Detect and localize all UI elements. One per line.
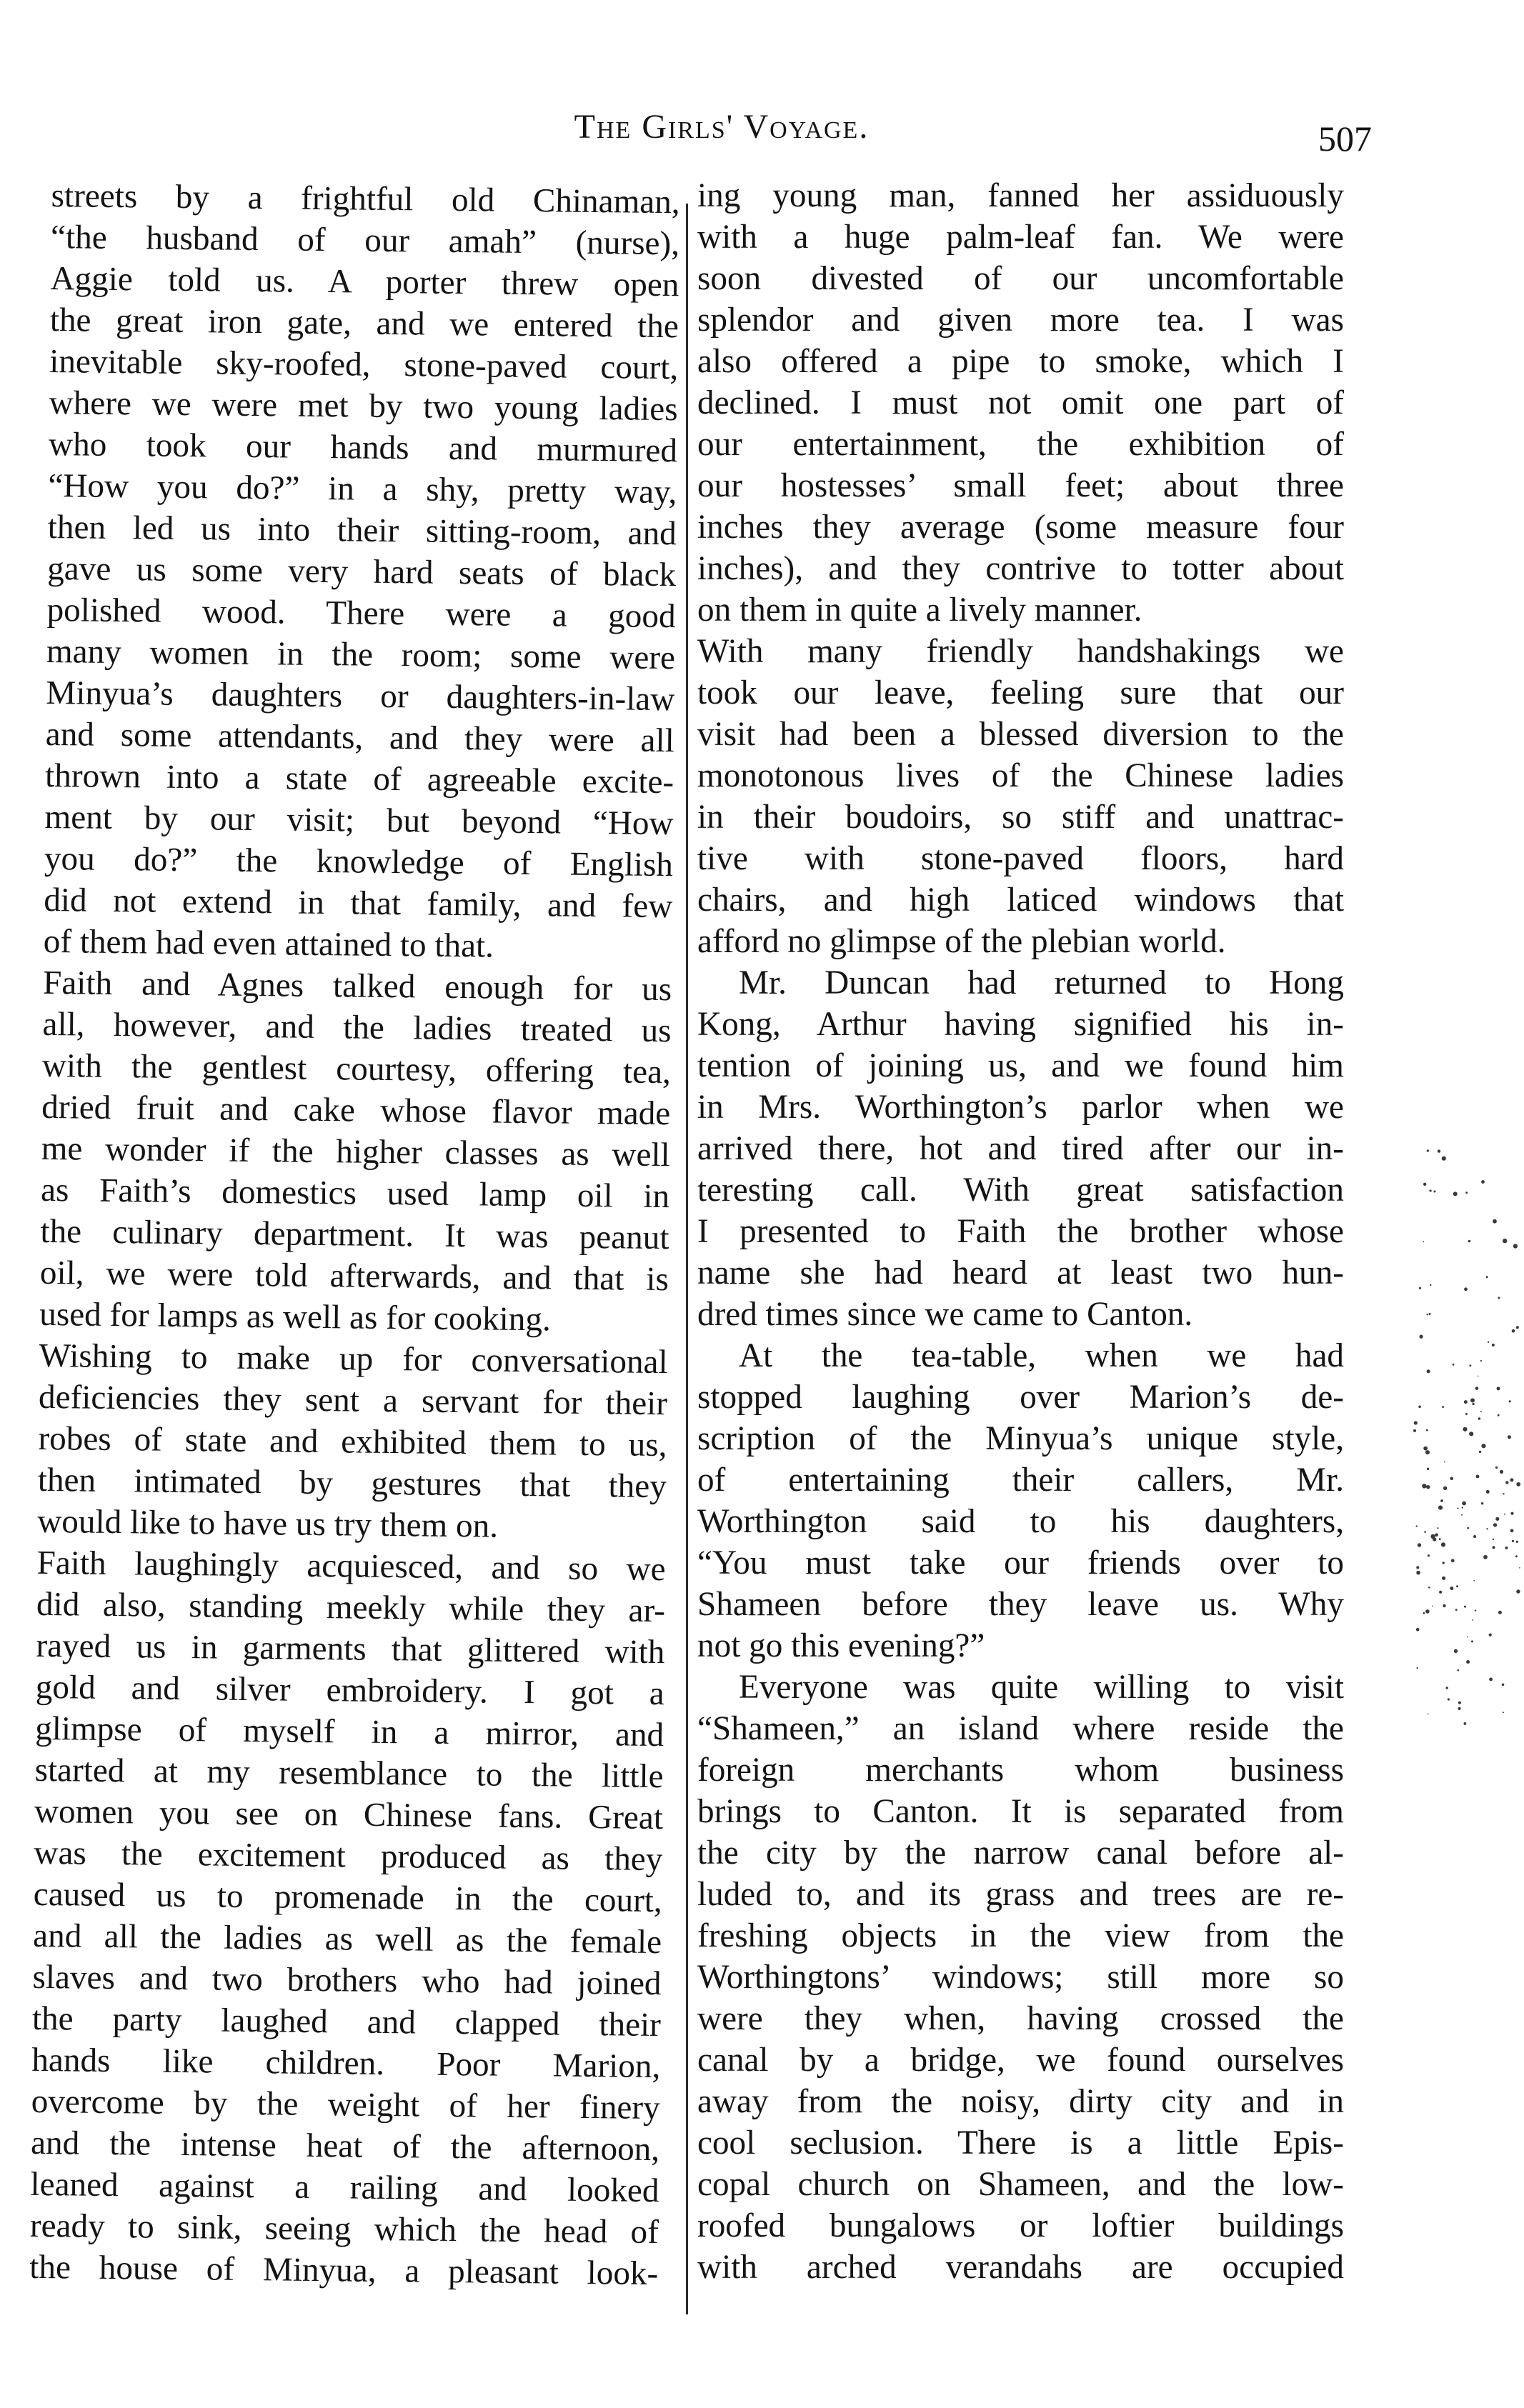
print-speck — [1486, 1528, 1488, 1529]
right-text-column — [697, 175, 1344, 2288]
text-line: name she had heard at least two hun- — [697, 1254, 1344, 1292]
print-speck — [1480, 1411, 1482, 1412]
text-line: “Shameen,” an island where reside the — [697, 1710, 1344, 1747]
print-speck — [1418, 1406, 1421, 1409]
text-line: dried fruit and cake whose flavor made — [41, 1088, 671, 1133]
print-speck — [1462, 1507, 1463, 1508]
print-speck — [1493, 1546, 1495, 1549]
print-speck — [1430, 1284, 1431, 1286]
print-speck — [1426, 1429, 1428, 1432]
print-speck — [1442, 1406, 1444, 1408]
print-speck — [1454, 1649, 1458, 1653]
print-speck — [1486, 1276, 1488, 1278]
print-speck — [1475, 1610, 1476, 1612]
print-speck — [1423, 1447, 1428, 1451]
text-line: splendor and given more tea. I was — [697, 301, 1344, 339]
text-line: polished wood. There were a good — [46, 591, 676, 636]
print-speck — [1444, 1462, 1445, 1463]
print-speck — [1467, 1527, 1469, 1529]
print-speck — [1416, 1566, 1419, 1569]
text-line: me wonder if the higher classes as well — [41, 1129, 670, 1174]
text-line: hands like children. Poor Marion, — [31, 2041, 661, 2086]
print-speck — [1439, 1538, 1441, 1540]
print-speck — [1498, 1297, 1500, 1299]
print-speck — [1493, 1219, 1497, 1224]
print-speck — [1458, 1707, 1460, 1710]
print-speck — [1426, 1485, 1430, 1489]
text-line: copal church on Shameen, and the low- — [697, 2166, 1344, 2203]
text-line: arrived there, hot and tired after our in- — [697, 1130, 1344, 1167]
text-line: ready to sink, seeing which the head of — [29, 2207, 659, 2252]
print-speck — [1427, 1149, 1429, 1151]
text-line: stopped laughing over Marion’s de- — [697, 1379, 1344, 1416]
text-line: ing young man, fanned her assiduously — [697, 177, 1344, 214]
print-speck — [1450, 1477, 1454, 1481]
print-speck — [1476, 1475, 1480, 1479]
print-speck — [1420, 1335, 1423, 1339]
print-speck — [1503, 1493, 1504, 1494]
text-line: deficiencies they sent a servant for their — [38, 1378, 668, 1423]
print-speck — [1478, 1376, 1479, 1377]
text-line: monotonous lives of the Chinese ladies — [697, 757, 1344, 794]
text-line: inevitable sky-roofed, stone-paved court, — [49, 342, 679, 387]
text-line: teresting call. With great satisfaction — [697, 1171, 1344, 1209]
print-speck — [1498, 1414, 1500, 1417]
print-speck — [1428, 1713, 1429, 1714]
print-speck — [1465, 1413, 1468, 1415]
print-speck — [1478, 1417, 1481, 1420]
text-line: inches), and they contrive to totter about — [697, 550, 1344, 587]
print-speck — [1488, 1342, 1489, 1343]
print-speck — [1430, 1189, 1432, 1191]
text-line: canal by a bridge, we found ourselves — [697, 2042, 1344, 2079]
text-line: thrown into a state of agreeable excite- — [44, 756, 674, 801]
print-speck — [1493, 1523, 1497, 1527]
print-speck — [1453, 1364, 1455, 1366]
print-speck — [1489, 1634, 1492, 1637]
text-line: women you see on Chinese fans. Great — [34, 1792, 664, 1837]
text-line: and some attendants, and they were all — [45, 715, 675, 760]
print-speck — [1515, 1555, 1518, 1557]
text-line: with a huge palm-leaf fan. We were — [697, 219, 1344, 256]
print-speck — [1427, 1468, 1429, 1470]
print-speck — [1470, 1364, 1472, 1367]
running-title: The Girls' Voyage. — [574, 108, 870, 146]
text-line: with the gentlest courtesy, offering tea, — [41, 1046, 672, 1091]
text-line: rayed us in garments that glittered with — [36, 1627, 665, 1672]
text-line: With many friendly handshakings we — [697, 633, 1344, 670]
text-line: Mr. Duncan had returned to Hong — [739, 964, 1344, 1001]
print-speck — [1425, 1609, 1430, 1614]
print-speck — [1464, 1722, 1467, 1725]
print-speck — [1489, 1678, 1493, 1682]
print-speck — [1438, 1149, 1440, 1152]
text-line: caused us to promenade in the court, — [33, 1875, 663, 1920]
print-speck — [1508, 1435, 1511, 1439]
text-line: and all the ladies as well as the female — [32, 1917, 662, 1962]
print-speck — [1433, 1537, 1436, 1541]
print-speck — [1457, 1508, 1458, 1509]
print-speck — [1427, 1369, 1430, 1373]
print-speck — [1417, 1667, 1418, 1669]
print-speck — [1467, 1637, 1468, 1638]
print-speck — [1416, 1525, 1418, 1527]
print-speck — [1426, 1314, 1428, 1315]
print-speck — [1471, 1640, 1473, 1642]
print-speck — [1493, 1539, 1494, 1540]
print-speck — [1434, 1191, 1436, 1193]
text-line: Minyua’s daughters or daughters-in-law — [46, 674, 675, 719]
print-speck — [1516, 1326, 1519, 1329]
print-speck — [1495, 1467, 1498, 1469]
print-speck — [1416, 1571, 1420, 1575]
print-speck — [1498, 1611, 1502, 1614]
print-speck — [1516, 1482, 1520, 1487]
print-speck — [1428, 1554, 1430, 1557]
print-speck — [1458, 1702, 1461, 1704]
print-speck — [1502, 1684, 1505, 1687]
print-speck — [1509, 1400, 1511, 1402]
text-line: gave us some very hard seats of black — [46, 549, 677, 594]
print-speck — [1462, 1502, 1466, 1506]
print-speck — [1419, 1287, 1421, 1289]
print-speck — [1492, 1344, 1495, 1347]
print-speck — [1446, 1687, 1448, 1689]
text-line: of them had even attained to that. — [43, 922, 494, 965]
print-speck — [1512, 1329, 1515, 1333]
print-speck — [1473, 1535, 1476, 1538]
print-speck — [1413, 1429, 1416, 1432]
text-line: used for lamps as well as for cooking. — [39, 1295, 552, 1339]
print-speck — [1423, 1183, 1426, 1186]
text-line: tive with stone-paved floors, hard — [697, 840, 1344, 877]
print-speck — [1473, 1580, 1475, 1582]
print-speck — [1473, 1403, 1475, 1405]
print-speck — [1512, 1540, 1514, 1542]
text-line: “How you do?” in a shy, pretty way, — [48, 466, 677, 511]
text-line: Everyone was quite willing to visit — [739, 1669, 1344, 1706]
print-speck — [1470, 1398, 1475, 1402]
print-speck — [1443, 1562, 1445, 1564]
print-speck — [1510, 1529, 1514, 1532]
text-line: cool seclusion. There is a little Epis- — [697, 2124, 1344, 2162]
text-line: the party laughed and clapped their — [31, 1999, 662, 2044]
print-speck — [1504, 1514, 1505, 1515]
text-line: were they when, having crossed the — [697, 2000, 1344, 2037]
text-line: who took our hands and murmured — [48, 425, 678, 470]
print-speck — [1516, 1589, 1520, 1593]
print-speck — [1435, 1533, 1438, 1537]
print-speck — [1481, 1180, 1485, 1184]
print-speck — [1503, 1712, 1504, 1713]
text-line: visit had been a blessed diversion to the — [697, 716, 1344, 753]
text-line: inches they average (some measure four — [697, 509, 1344, 546]
text-line: declined. I must not omit one part of — [697, 384, 1344, 421]
text-line: on them in quite a lively manner. — [697, 591, 1142, 629]
text-line: our entertainment, the exhibition of — [697, 426, 1344, 463]
print-speck — [1439, 1591, 1442, 1594]
print-speck — [1450, 1587, 1453, 1590]
print-speck — [1503, 1239, 1507, 1243]
print-speck — [1429, 1313, 1431, 1315]
print-speck — [1438, 1506, 1443, 1510]
text-line: tention of joining us, and we found him — [697, 1047, 1344, 1084]
text-line: gold and silver embroidery. I got a — [35, 1668, 665, 1713]
text-line: the culinary department. It was peanut — [40, 1212, 669, 1257]
text-line: ment by our visit; but beyond “How — [44, 798, 674, 843]
text-line: soon divested of our uncomfortable — [697, 260, 1344, 297]
print-speck — [1483, 1555, 1488, 1559]
print-speck — [1513, 1244, 1518, 1248]
text-line: afford no glimpse of the plebian world. — [697, 923, 1226, 960]
text-line: then led us into their sitting-room, and — [47, 508, 677, 553]
print-speck — [1456, 1585, 1458, 1587]
print-speck — [1468, 1240, 1471, 1243]
print-speck — [1510, 1478, 1513, 1482]
print-speck — [1443, 1604, 1445, 1607]
print-speck — [1497, 1387, 1500, 1390]
text-line: many women in the room; some were — [46, 632, 676, 677]
text-line: in their boudoirs, so stiff and unattrac- — [697, 799, 1344, 836]
print-speck — [1451, 1559, 1455, 1562]
text-line: Shameen before they leave us. Why — [697, 1586, 1344, 1623]
text-line: Faith and Agnes talked enough for us — [42, 964, 672, 1009]
text-line: of entertaining their callers, Mr. — [697, 1462, 1344, 1499]
print-speck — [1505, 1547, 1508, 1549]
print-speck — [1469, 1432, 1473, 1436]
text-line: “You must take our friends over to — [697, 1544, 1344, 1582]
print-speck — [1432, 1606, 1433, 1607]
text-line: also offered a pipe to smoke, which I — [697, 343, 1344, 380]
text-line: not go this evening?” — [697, 1627, 985, 1664]
print-speck — [1465, 1191, 1468, 1194]
text-line: Worthingtons’ windows; still more so — [697, 1959, 1344, 1996]
text-line: glimpse of myself in a mirror, and — [34, 1709, 664, 1754]
text-line: all, however, and the ladies treated us — [42, 1005, 672, 1050]
text-line: and the intense heat of the afternoon, — [30, 2124, 660, 2169]
print-speck — [1418, 1543, 1421, 1547]
print-speck — [1500, 1470, 1503, 1474]
page-number: 507 — [1318, 119, 1372, 159]
text-line: Worthington said to his daughters, — [697, 1503, 1344, 1540]
print-speck — [1466, 1660, 1470, 1664]
print-speck — [1437, 1527, 1438, 1529]
text-line: I presented to Faith the brother whose — [697, 1213, 1344, 1250]
text-line: in Mrs. Worthington’s parlor when we — [697, 1089, 1344, 1126]
print-speck — [1414, 1421, 1418, 1424]
text-line: At the tea-table, when we had — [739, 1337, 1344, 1374]
text-line: foreign merchants whom business — [697, 1752, 1344, 1789]
text-line: scription of the Minyua’s unique style, — [697, 1420, 1344, 1457]
text-line: with arched verandahs are occupied — [697, 2249, 1344, 2286]
text-line: the great iron gate, and we entered the — [49, 301, 679, 346]
text-line: freshing objects in the view from the — [697, 1917, 1344, 1954]
print-speck — [1464, 1606, 1466, 1608]
text-line: did also, standing meekly while they ar- — [36, 1585, 666, 1630]
print-speck — [1440, 1499, 1443, 1502]
text-line: took our leave, feeling sure that our — [697, 674, 1344, 711]
print-speck — [1423, 1612, 1425, 1614]
text-line: the house of Minyua, a pleasant look- — [29, 2248, 659, 2293]
print-speck — [1481, 1502, 1483, 1504]
print-speck — [1457, 1669, 1459, 1672]
text-line: Kong, Arthur having signified his in- — [697, 1006, 1344, 1043]
text-line: Aggie told us. A porter threw open — [50, 259, 679, 304]
print-speck — [1455, 1609, 1458, 1611]
print-speck — [1463, 1427, 1467, 1432]
text-line: luded to, and its grass and trees are re- — [697, 1876, 1344, 1913]
text-line: robes of state and exhibited them to us, — [38, 1419, 667, 1464]
text-line: roofed bungalows or loftier buildings — [697, 2207, 1344, 2244]
text-line: would like to have us try them on. — [36, 1502, 499, 1545]
column-divider-rule — [686, 204, 688, 2314]
print-speck — [1422, 1484, 1426, 1488]
print-speck — [1510, 1512, 1513, 1515]
text-line: overcome by the weight of her finery — [31, 2082, 660, 2127]
print-speck — [1472, 1619, 1473, 1621]
print-speck — [1486, 1490, 1490, 1494]
text-line: chairs, and high laticed windows that — [697, 881, 1344, 919]
print-speck — [1416, 1628, 1420, 1632]
text-line: slaves and two brothers who had joined — [32, 1958, 662, 2003]
text-line: leaned against a railing and looked — [30, 2165, 659, 2210]
text-line: brings to Canton. It is separated from — [697, 1793, 1344, 1830]
text-line: “the husband of our amah” (nurse), — [50, 218, 680, 263]
margin-print-specks — [1400, 1143, 1524, 1729]
text-line: away from the noisy, dirty city and in — [697, 2083, 1344, 2120]
text-line: dred times since we came to Canton. — [697, 1296, 1193, 1333]
print-speck — [1428, 1587, 1430, 1589]
text-line: oil, we were told afterwards, and that is — [39, 1254, 669, 1299]
print-speck — [1481, 1444, 1485, 1448]
text-line: where we were met by two young ladies — [49, 384, 678, 429]
print-speck — [1495, 1517, 1499, 1521]
print-speck — [1464, 1400, 1468, 1404]
print-speck — [1442, 1577, 1445, 1580]
text-line: did not extend in that family, and few — [44, 881, 673, 926]
print-speck — [1480, 1360, 1482, 1362]
print-speck — [1475, 1387, 1479, 1390]
print-speck — [1425, 1450, 1430, 1454]
text-line: our hostesses’ small feet; about three — [697, 467, 1344, 504]
print-speck — [1448, 1698, 1450, 1700]
text-line: started at my resemblance to the little — [34, 1751, 664, 1796]
print-speck — [1423, 1241, 1424, 1242]
print-speck — [1441, 1542, 1445, 1547]
text-line: streets by a frightful old Chinaman, — [51, 176, 680, 221]
print-speck — [1516, 1541, 1518, 1543]
print-speck — [1505, 1481, 1508, 1484]
print-speck — [1464, 1287, 1468, 1291]
text-line: Wishing to make up for conversational — [39, 1337, 668, 1382]
print-speck — [1479, 1451, 1481, 1453]
print-speck — [1443, 1487, 1447, 1490]
print-speck — [1442, 1156, 1446, 1161]
text-line: as Faith’s domestics used lamp oil in — [40, 1171, 670, 1216]
left-text-column — [29, 175, 680, 2294]
print-speck — [1461, 1514, 1463, 1516]
text-line: you do?” the knowledge of English — [44, 839, 674, 884]
text-line: Faith laughingly acquiesced, and so we — [36, 1544, 666, 1589]
text-line: was the excitement produced as they — [34, 1834, 663, 1879]
print-speck — [1424, 1531, 1426, 1533]
print-speck — [1453, 1191, 1458, 1196]
print-speck — [1519, 1567, 1520, 1569]
text-line: then intimated by gestures that they — [37, 1461, 667, 1506]
text-line: the city by the narrow canal before al- — [697, 1834, 1344, 1872]
